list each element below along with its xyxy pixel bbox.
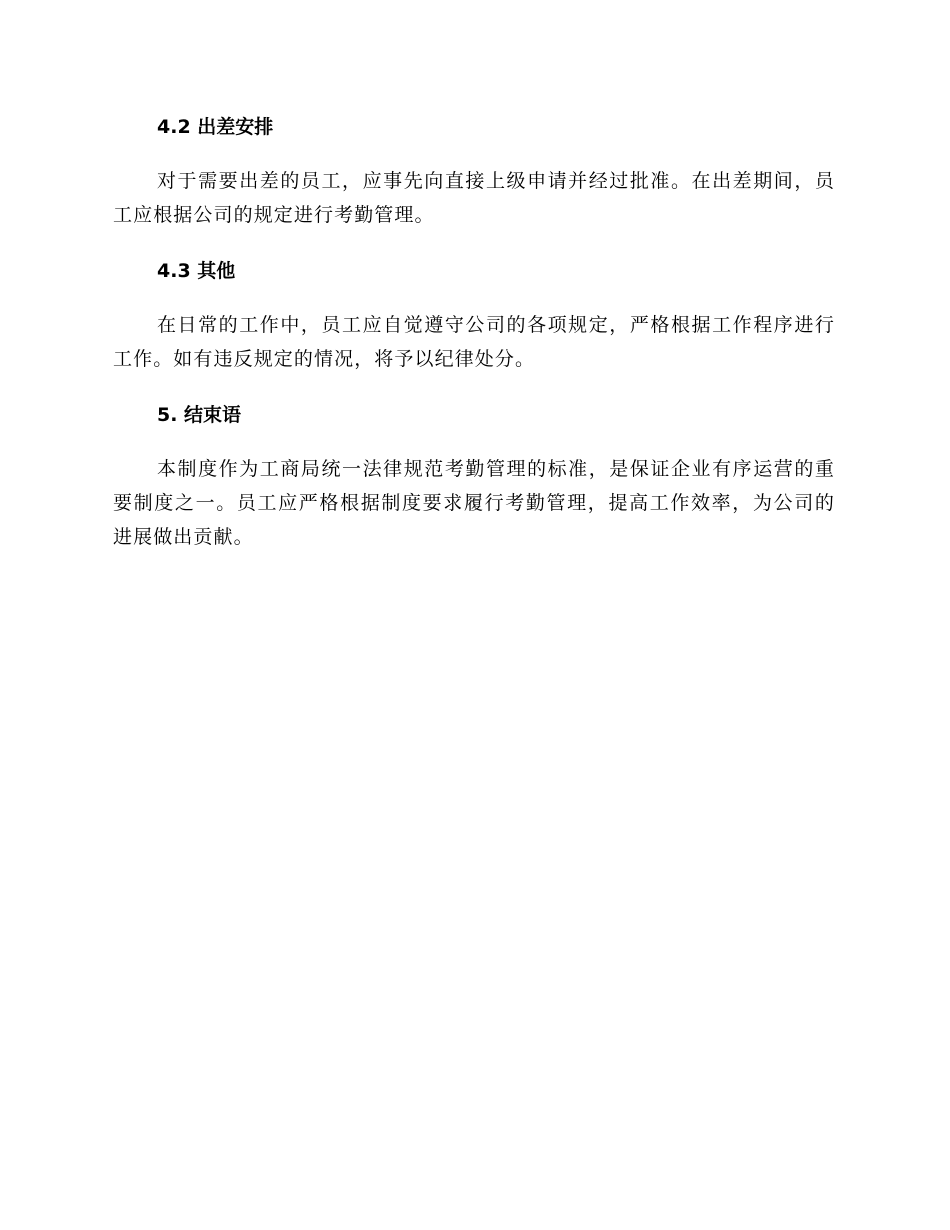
document-body — [113, 108, 835, 554]
section-paragraph-5: 本制度作为工商局统一法律规范考勤管理的标准，是保证企业有序运营的重要制度之一。员工应严格根据制度要求履行考勤管理，提高工作效率，为公司的进展做出贡献。 — [113, 458, 835, 548]
section-heading-5: 5. 结束语 — [157, 404, 242, 426]
section-paragraph-4-3: 在日常的工作中，员工应自觉遵守公司的各项规定，严格根据工作程序进行工作。如有违反规定的情况，将予以纪律处分。 — [113, 314, 835, 370]
section-heading-4-2: 4.2 出差安排 — [157, 116, 274, 138]
section-heading-4-3: 4.3 其他 — [157, 260, 236, 282]
section-paragraph-4-2: 对于需要出差的员工，应事先向直接上级申请并经过批准。在出差期间，员工应根据公司的规定进行考勤管理。 — [113, 170, 835, 226]
